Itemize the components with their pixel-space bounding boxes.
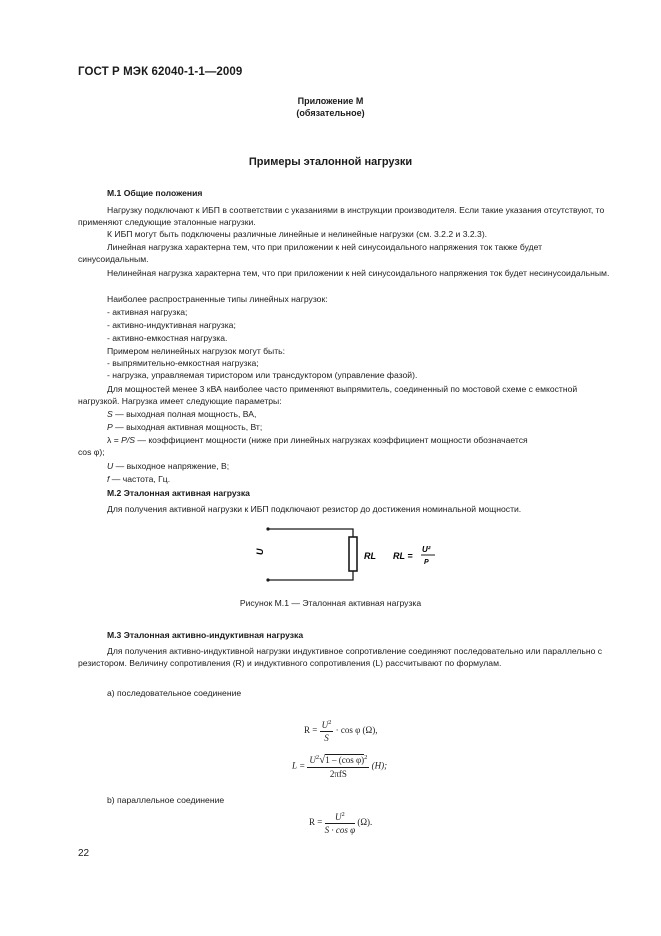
section-m3-heading: М.3 Эталонная активно-индуктивная нагрузка	[107, 630, 304, 640]
s1-paragraph-7: Для мощностей менее 3 кВА наиболее часто применяют выпрямитель, соединенный по мостовой схеме с емкостной нагрузкой. Нагрузка имеет следующие параметры:	[78, 384, 578, 407]
list-item: - активно-емкостная нагрузка.	[107, 333, 228, 343]
page-number: 22	[78, 848, 90, 859]
section-m1-heading: М.1 Общие положения	[107, 188, 203, 198]
figure-caption: Рисунок М.1 — Эталонная активная нагрузка	[239, 598, 422, 608]
resistor-symbol	[349, 537, 357, 571]
formula-num: U²	[422, 545, 431, 554]
resistor-label: RL	[364, 551, 376, 561]
s2-paragraph-1: Для получения активной нагрузки к ИБП подключают резистор до достижения номинальной мощности.	[107, 504, 522, 514]
list-item: - выпрямительно-емкостная нагрузка;	[107, 358, 259, 368]
list-item: - активная нагрузка;	[107, 307, 188, 317]
terminal-top	[266, 527, 269, 530]
s1-paragraph-3: Линейная нагрузка характерна тем, что при приложении к ней синусоидального напряжения ток также будет синусоидальным.	[78, 242, 543, 265]
formula-l-series: L = $\frac{U^2√1 - (\cos \varphi)^2}{\text{2πfS}}$ (H);	[292, 754, 388, 779]
formula-r-series: R = $\frac{U^2}{S}$ · cos φ (Ω),	[304, 719, 378, 743]
item-a-label: а) последовательное соединение	[107, 688, 242, 698]
voltage-label: U	[255, 548, 265, 555]
section-m2-heading: М.2 Эталонная активная нагрузка	[107, 488, 250, 498]
circuit-diagram	[250, 524, 450, 586]
param-f: f — частота, Гц.	[107, 474, 171, 484]
appendix-title: Приложение М	[297, 96, 364, 106]
circuit-wire	[268, 529, 353, 580]
list-item: - активно-индуктивная нагрузка;	[107, 320, 236, 330]
param-s: S — выходная полная мощность, ВА,	[107, 409, 257, 419]
s1-paragraph-6: Примером нелинейных нагрузок могут быть:	[107, 346, 286, 356]
page-title: Примеры эталонной нагрузки	[248, 156, 413, 168]
formula-lhs: RL =	[393, 551, 413, 561]
formula-r-parallel: R = $\frac{U^2}{\text{S · cos φ}}$ (Ω).	[309, 811, 373, 835]
param-lambda: λ = P/S — коэффициент мощности (ниже при линейных нагрузках коэффициент мощности обозначается	[107, 435, 528, 445]
appendix-status: (обязательное)	[296, 108, 365, 118]
s1-paragraph-5: Наиболее распространенные типы линейных нагрузок:	[107, 294, 328, 304]
list-item: - нагрузка, управляемая тиристором или трансдуктором (управление фазой).	[107, 370, 418, 380]
s1-paragraph-4: Нелинейная нагрузка характерна тем, что при приложении к ней синусоидального напряжения ток будет несинусоидальным.	[107, 268, 610, 278]
s1-paragraph-2: К ИБП могут быть подключены различные линейные и нелинейные нагрузки (см. 3.2.2 и 3.2.3).	[107, 229, 488, 239]
param-p: P — выходная активная мощность, Вт;	[107, 422, 263, 432]
param-lambda-cont: cos φ);	[78, 447, 105, 457]
terminal-bottom	[266, 578, 269, 581]
formula-den: P	[424, 559, 429, 566]
s3-paragraph-1: Для получения активно-индуктивной нагрузки индуктивное сопротивление соединяют последовательно или параллельно с резистором. Величину сопротивления (R) и индуктивного сопротивления (L) рассчитывают по формулам.	[78, 646, 603, 669]
s1-paragraph-1: Нагрузку подключают к ИБП в соответствии с указаниями в инструкции производителя. Если такие указания отсутствуют, то применяют следующие эталонные нагрузки.	[78, 205, 605, 228]
item-b-label: b) параллельное соединение	[107, 795, 225, 805]
document-header: ГОСТ Р МЭК 62040-1-1—2009	[78, 66, 243, 78]
param-u: U — выходное напряжение, В;	[107, 461, 230, 471]
